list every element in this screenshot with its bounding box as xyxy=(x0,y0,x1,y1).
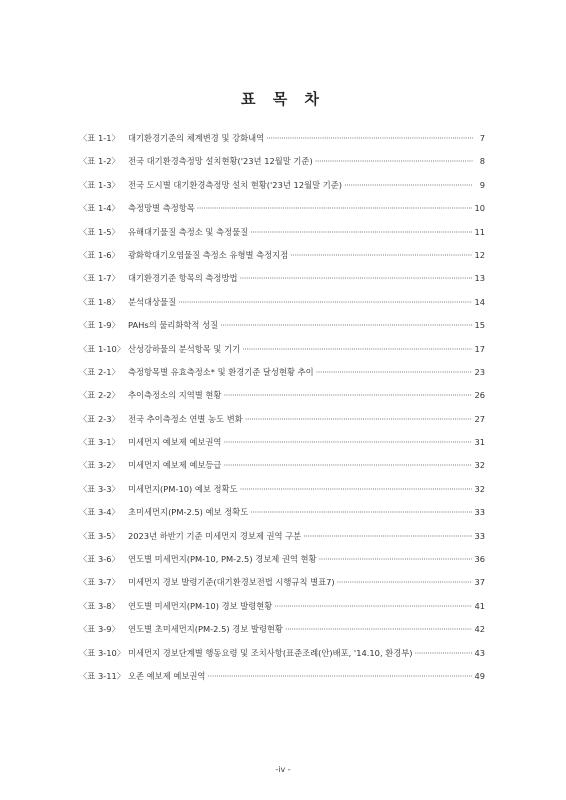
toc-entry-label: 〈표 1-6〉 xyxy=(79,249,120,260)
toc-entry-label: 〈표 1-9〉 xyxy=(79,320,120,331)
toc-entry[interactable] xyxy=(79,132,485,155)
toc-entry[interactable] xyxy=(79,670,485,693)
toc-leader-dots xyxy=(223,390,472,400)
toc-entry-title: 측정항목별 유효측정소* 및 환경기준 달성현황 추이 xyxy=(128,366,314,377)
toc-entry-page: 27 xyxy=(474,413,485,424)
toc-entry[interactable] xyxy=(79,623,485,646)
toc-entry-page: 32 xyxy=(474,483,485,494)
toc-leader-dots xyxy=(415,648,473,658)
toc-entry-title: 산성강하물의 분석항목 및 기기 xyxy=(128,343,241,354)
toc-entry[interactable] xyxy=(79,506,485,529)
toc-entry[interactable] xyxy=(79,366,485,389)
toc-entry-page: 33 xyxy=(474,507,485,518)
toc-entry[interactable] xyxy=(79,249,485,272)
toc-entry-label: 〈표 3-8〉 xyxy=(79,600,120,611)
toc-leader-dots xyxy=(290,250,472,260)
toc-entry-page: 26 xyxy=(474,390,485,401)
toc-leader-dots xyxy=(319,554,473,564)
toc-entry-page: 33 xyxy=(474,530,485,541)
toc-entry-title: 오존 예보제 예보권역 xyxy=(128,670,206,681)
toc-entry[interactable] xyxy=(79,576,485,599)
page-title: 표 목 차 xyxy=(241,90,325,108)
toc-entry-title: 전국 대기환경측정망 설치현황('23년 12월말 기준) xyxy=(128,156,313,167)
toc-entry-page: 9 xyxy=(479,179,485,190)
toc-entry[interactable] xyxy=(79,343,485,366)
toc-entry-title: 전국 추이측정소 연별 농도 변화 xyxy=(128,413,243,424)
toc-entry-page: 37 xyxy=(474,577,485,588)
toc-entry-label: 〈표 1-3〉 xyxy=(79,179,120,190)
toc-leader-dots xyxy=(250,227,472,237)
toc-entry-title: 추이측정소의 지역별 현황 xyxy=(128,390,222,401)
toc-entry-title: 유해대기물질 측정소 및 측정물질 xyxy=(128,226,249,237)
toc-entry-page: 10 xyxy=(474,203,485,214)
toc-entry-label: 〈표 3-7〉 xyxy=(79,577,120,588)
toc-entry-label: 〈표 1-1〉 xyxy=(79,133,120,143)
toc-entry-title: 2023년 하반기 기준 미세먼지 경보제 권역 구분 xyxy=(128,530,302,541)
toc-entry-label: 〈표 3-6〉 xyxy=(79,554,120,565)
toc-entry-page: 23 xyxy=(474,366,485,377)
toc-leader-dots xyxy=(250,507,472,517)
toc-entry-label: 〈표 1-2〉 xyxy=(79,156,120,167)
toc-entry-title: 미세먼지 예보제 예보등급 xyxy=(128,460,222,471)
toc-entry[interactable] xyxy=(79,553,485,576)
toc-entry-title: 대기환경기준 항목의 측정방법 xyxy=(128,273,238,284)
toc-entry-page: 7 xyxy=(479,133,485,143)
toc-leader-dots xyxy=(266,133,473,143)
toc-entry-page: 43 xyxy=(474,647,485,658)
toc-entry-page: 36 xyxy=(474,554,485,565)
toc-entry-page: 41 xyxy=(474,600,485,611)
toc-leader-dots xyxy=(337,577,473,587)
toc-entry[interactable] xyxy=(79,202,485,225)
toc-entry[interactable] xyxy=(79,319,485,342)
toc-entry-title: 전국 도시별 대기환경측정망 설치 현황('23년 12월말 기준) xyxy=(128,179,343,190)
toc-entry-label: 〈표 3-2〉 xyxy=(79,460,120,471)
toc-leader-dots xyxy=(344,180,473,190)
page-number-footer: -iv - xyxy=(275,765,291,774)
toc-leader-dots xyxy=(207,671,472,681)
toc-entry-label: 〈표 2-2〉 xyxy=(79,390,120,401)
toc-leader-dots xyxy=(316,367,473,377)
toc-entry[interactable] xyxy=(79,600,485,623)
toc-entry-page: 12 xyxy=(474,249,485,260)
toc-entry-title: 미세먼지 경보 발령기준(대기환경보전법 시행규칙 별표7) xyxy=(128,577,335,588)
toc-entry-title: 광화학대기오염물질 측정소 유형별 측정지점 xyxy=(128,249,289,260)
toc-entry-label: 〈표 1-8〉 xyxy=(79,296,120,307)
toc-entry-title: 연도별 미세먼지(PM-10) 경보 발령현황 xyxy=(128,600,273,611)
toc-entry-page: 11 xyxy=(474,226,485,237)
toc-entry[interactable] xyxy=(79,530,485,553)
toc-entry[interactable] xyxy=(79,647,485,670)
toc-entry-page: 32 xyxy=(474,460,485,471)
toc-entry[interactable] xyxy=(79,296,485,319)
toc-entry[interactable] xyxy=(79,272,485,295)
toc-entry-label: 〈표 3-3〉 xyxy=(79,483,120,494)
toc-entry-title: PAHs의 물리화학적 성질 xyxy=(128,320,219,331)
toc-leader-dots xyxy=(242,344,472,354)
toc-entry[interactable] xyxy=(79,413,485,436)
toc-entry[interactable] xyxy=(79,459,485,482)
toc-leader-dots xyxy=(178,297,472,307)
toc-leader-dots xyxy=(285,624,472,634)
toc-entry-label: 〈표 1-4〉 xyxy=(79,203,120,214)
toc-entry-label: 〈표 3-1〉 xyxy=(79,437,120,448)
toc-entry-label: 〈표 2-1〉 xyxy=(79,366,120,377)
toc-entry-title: 연도별 초미세먼지(PM-2.5) 경보 발령현황 xyxy=(128,624,283,635)
toc-entry-page: 13 xyxy=(474,273,485,284)
toc-entry-label: 〈표 3-9〉 xyxy=(79,624,120,635)
toc-entry-label: 〈표 3-4〉 xyxy=(79,507,120,518)
toc-leader-dots xyxy=(223,460,472,470)
toc-entry-page: 8 xyxy=(479,156,485,167)
toc-entry-page: 14 xyxy=(474,296,485,307)
toc-leader-dots xyxy=(240,484,473,494)
toc-entry-page: 17 xyxy=(474,343,485,354)
toc-entry[interactable] xyxy=(79,226,485,249)
toc-entry-label: 〈표 3-10〉 xyxy=(79,647,126,658)
toc-leader-dots xyxy=(197,203,473,213)
toc-entry-label: 〈표 3-11〉 xyxy=(79,670,126,681)
toc-entry-page: 42 xyxy=(474,624,485,635)
toc-entry-label: 〈표 2-3〉 xyxy=(79,413,120,424)
toc-leader-dots xyxy=(223,437,472,447)
toc-entry-title: 대기환경기준의 체계변경 및 강화내역 xyxy=(128,133,265,143)
toc-leader-dots xyxy=(245,414,473,424)
toc-entry-title: 분석대상물질 xyxy=(128,296,177,307)
toc-entry-label: 〈표 3-5〉 xyxy=(79,530,120,541)
toc-entry[interactable] xyxy=(79,179,485,202)
toc-entry-page: 49 xyxy=(474,670,485,681)
toc-entry[interactable] xyxy=(79,436,485,459)
toc-leader-dots xyxy=(315,156,473,166)
table-of-contents xyxy=(79,132,485,693)
toc-entry-title: 측정망별 측정항목 xyxy=(128,203,195,214)
toc-entry-label: 〈표 1-7〉 xyxy=(79,273,120,284)
toc-leader-dots xyxy=(303,531,472,541)
toc-entry-label: 〈표 1-10〉 xyxy=(79,343,126,354)
toc-leader-dots xyxy=(274,601,472,611)
toc-entry-page: 15 xyxy=(474,320,485,331)
toc-entry-title: 미세먼지 경보단계별 행동요령 및 조치사항(표준조례(안)배포, '14.10, 환경부) xyxy=(128,647,413,658)
toc-leader-dots xyxy=(239,273,472,283)
toc-entry-title: 미세먼지 예보제 예보권역 xyxy=(128,437,222,448)
toc-entry-page: 31 xyxy=(474,437,485,448)
toc-leader-dots xyxy=(220,320,472,330)
toc-entry[interactable] xyxy=(79,483,485,506)
toc-entry-title: 초미세먼지(PM-2.5) 예보 정확도 xyxy=(128,507,249,518)
toc-entry-label: 〈표 1-5〉 xyxy=(79,226,120,237)
toc-entry-title: 연도별 미세먼지(PM-10, PM-2.5) 경보제 권역 현황 xyxy=(128,554,317,565)
toc-entry[interactable] xyxy=(79,155,485,178)
toc-entry[interactable] xyxy=(79,389,485,412)
toc-entry-title: 미세먼지(PM-10) 예보 정확도 xyxy=(128,483,238,494)
